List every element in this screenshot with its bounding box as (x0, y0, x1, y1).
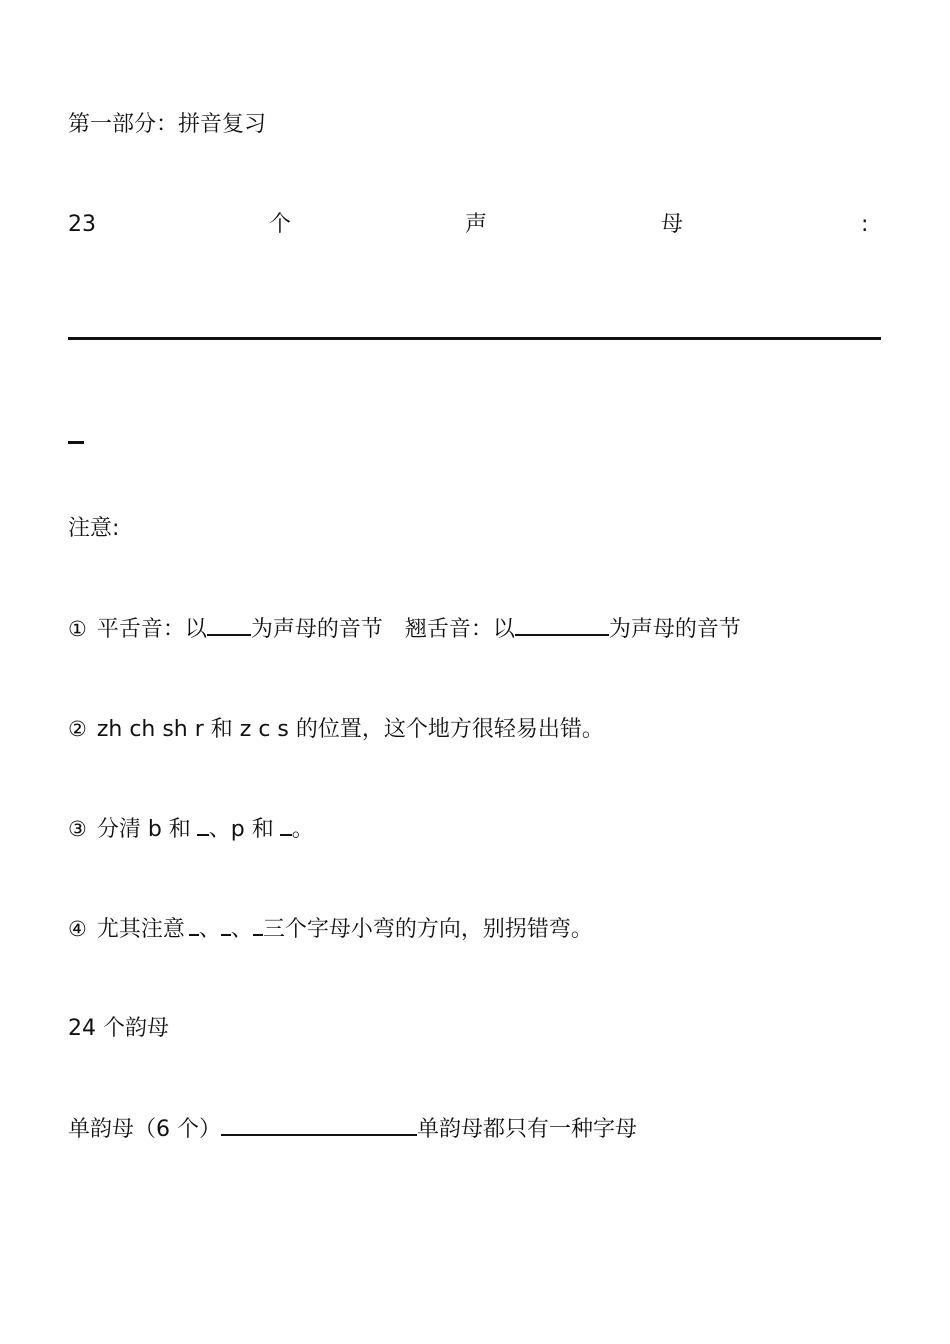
item-number: ③ (68, 817, 87, 841)
section-title: 第一部分：拼音复习 (68, 112, 267, 137)
note-item-4: ④ 尤其注意 、 、 三个字母小弯的方向，别拐错弯。 (68, 914, 593, 945)
note-label: 注意: (68, 516, 120, 541)
single-vowels-line: 单韵母（6 个） 单韵母都只有一种字母 (68, 1114, 637, 1145)
blank-single-vowels[interactable] (221, 1114, 417, 1136)
vowels-title: 24 个韵母 (68, 1016, 169, 1041)
note-item-2: ② zh ch sh r 和 z c s 的位置，这个地方很轻易出错。 (68, 717, 604, 742)
blank-letter-2[interactable] (221, 914, 231, 936)
answer-line-continuation[interactable] (68, 441, 84, 444)
consonant-char-ge: 个 (269, 212, 292, 237)
consonants-header (68, 210, 868, 240)
consonant-count: 23 (68, 212, 96, 237)
note-item-1: ① 平舌音：以 为声母的音节 翘舌音：以 为声母的音节 (68, 614, 741, 645)
item-number: ② (68, 717, 87, 741)
blank-b-pair[interactable] (197, 814, 209, 836)
answer-line[interactable] (68, 337, 881, 340)
item-number: ① (68, 617, 87, 641)
consonant-colon: : (861, 212, 869, 237)
consonant-char-mu: 母 (661, 212, 684, 237)
consonant-char-sheng: 声 (465, 212, 488, 237)
blank-retroflex[interactable] (515, 614, 609, 636)
blank-letter-3[interactable] (253, 914, 263, 936)
blank-flat-tongue[interactable] (207, 614, 251, 636)
note-item-3: ③ 分清 b 和 、p 和 。 (68, 814, 314, 845)
blank-p-pair[interactable] (280, 814, 292, 836)
item-number: ④ (68, 917, 87, 941)
blank-letter-1[interactable] (189, 914, 199, 936)
